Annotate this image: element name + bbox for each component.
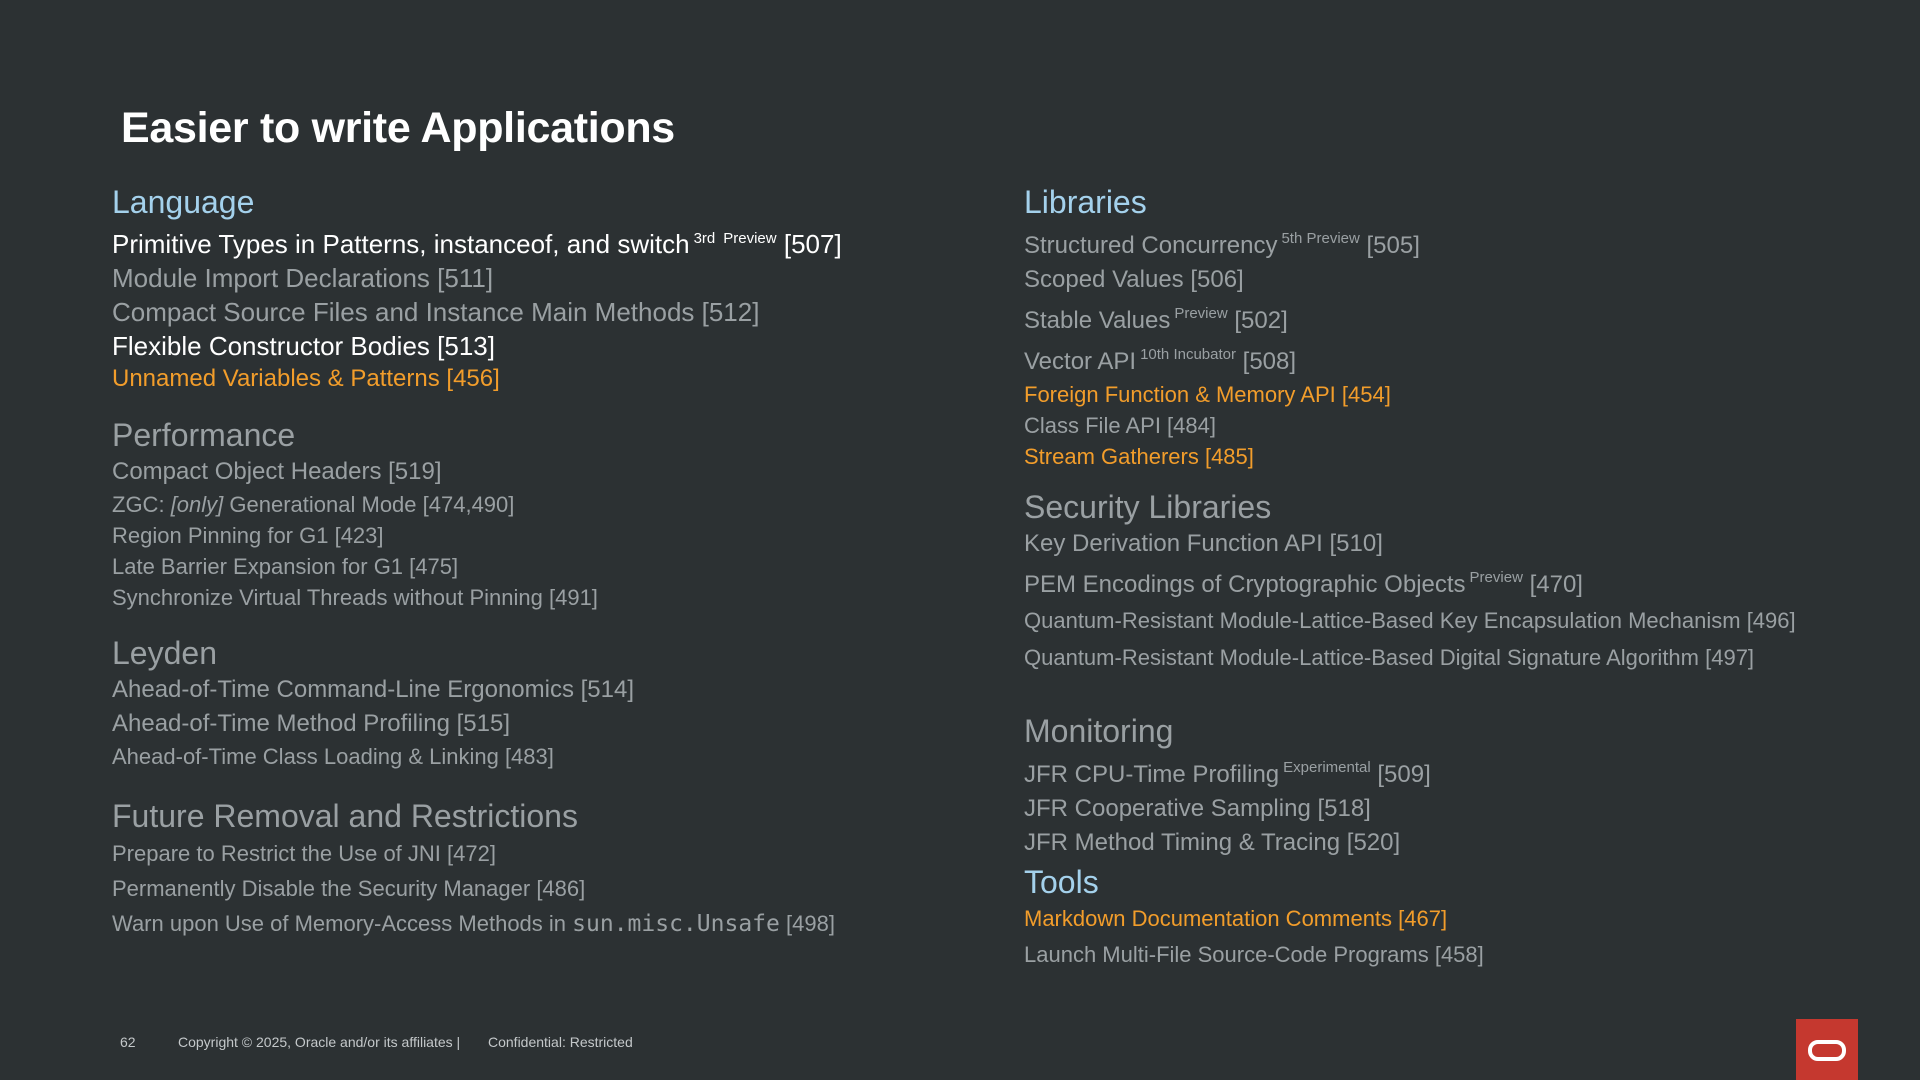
leyden-section bbox=[112, 633, 972, 772]
list-item: JFR Method Timing & Tracing [520] bbox=[1024, 829, 1401, 856]
list-item: PEM Encodings of Cryptographic Objects $^{Preview}$ [470] bbox=[1024, 569, 1583, 598]
list-item: Region Pinning for G1 [423] bbox=[112, 523, 384, 548]
list-item: Launch Multi-File Source-Code Programs [458] bbox=[1024, 942, 1484, 967]
list-item: ZGC: [only] Generational Mode [474,490] bbox=[112, 492, 515, 517]
list-item: Ahead-of-Time Method Profiling [515] bbox=[112, 710, 510, 737]
classification-text: Confidential: Restricted bbox=[488, 1034, 633, 1050]
list-item: Ahead-of-Time Class Loading & Linking [483] bbox=[112, 744, 554, 769]
removal-section bbox=[112, 796, 972, 942]
list-item: Ahead-of-Time Command-Line Ergonomics [514] bbox=[112, 676, 635, 703]
tools-section bbox=[1024, 862, 1904, 974]
list-item: Markdown Documentation Comments [467] bbox=[1024, 906, 1448, 931]
list-item: Module Import Declarations [511] bbox=[112, 263, 494, 293]
performance-heading: Performance bbox=[112, 417, 296, 453]
monitoring-section bbox=[1024, 711, 1904, 860]
oracle-ring-icon bbox=[1808, 1040, 1846, 1061]
right-column bbox=[1024, 182, 1904, 974]
list-item: Permanently Disable the Security Manager [486] bbox=[112, 876, 586, 901]
list-item: JFR CPU-Time Profiling $^{Experimental}$ [509] bbox=[1024, 759, 1431, 788]
copyright-text: Copyright © 2025, Oracle and/or its affiliates | bbox=[178, 1034, 461, 1050]
tools-heading: Tools bbox=[1024, 864, 1099, 900]
list-item: Structured Concurrency $^{5th Preview}$ [505] bbox=[1024, 230, 1420, 259]
leyden-heading: Leyden bbox=[112, 635, 217, 671]
performance-section bbox=[112, 415, 972, 613]
list-item: Class File API [484] bbox=[1024, 413, 1216, 438]
slide-title: Easier to write Applications bbox=[121, 104, 675, 152]
list-item: Stream Gatherers [485] bbox=[1024, 444, 1254, 469]
list-item: Quantum-Resistant Module-Lattice-Based Digital Signature Algorithm [497] bbox=[1024, 645, 1755, 670]
libraries-section bbox=[1024, 182, 1904, 472]
list-item: Primitive Types in Patterns, instanceof, and switch $^{3rd}$ $^{Preview}$ [507] bbox=[112, 229, 842, 259]
list-item: Flexible Constructor Bodies [513] bbox=[112, 331, 495, 361]
list-item: JFR Cooperative Sampling [518] bbox=[1024, 795, 1371, 822]
list-item: Vector API $^{10th Incubator}$ [508] bbox=[1024, 346, 1297, 375]
list-item: Synchronize Virtual Threads without Pinning [491] bbox=[112, 585, 598, 610]
list-item: Compact Object Headers [519] bbox=[112, 458, 442, 485]
list-item: Key Derivation Function API [510] bbox=[1024, 530, 1383, 557]
language-heading: Language bbox=[112, 184, 255, 220]
removal-heading: Future Removal and Restrictions bbox=[112, 798, 578, 834]
security-heading: Security Libraries bbox=[1024, 489, 1272, 525]
list-item: Late Barrier Expansion for G1 [475] bbox=[112, 554, 459, 579]
list-item: Quantum-Resistant Module-Lattice-Based Key Encapsulation Mechanism [496] bbox=[1024, 608, 1796, 633]
list-item: Scoped Values [506] bbox=[1024, 266, 1244, 293]
list-item: Foreign Function & Memory API [454] bbox=[1024, 382, 1391, 407]
list-item: Unnamed Variables & Patterns [456] bbox=[112, 365, 500, 392]
list-item: Warn upon Use of Memory-Access Methods in sun.misc.Unsafe [498] bbox=[112, 911, 835, 937]
libraries-heading: Libraries bbox=[1024, 184, 1147, 220]
list-item: Prepare to Restrict the Use of JNI [472] bbox=[112, 841, 496, 866]
security-section bbox=[1024, 487, 1904, 673]
monitoring-heading: Monitoring bbox=[1024, 713, 1174, 749]
list-item: Compact Source Files and Instance Main Methods [512] bbox=[112, 297, 760, 327]
left-column bbox=[112, 182, 972, 942]
language-section bbox=[112, 182, 972, 394]
page-number: 62 bbox=[120, 1034, 136, 1050]
oracle-logo-icon bbox=[1796, 1019, 1858, 1080]
list-item: Stable Values $^{Preview}$ [502] bbox=[1024, 305, 1288, 334]
